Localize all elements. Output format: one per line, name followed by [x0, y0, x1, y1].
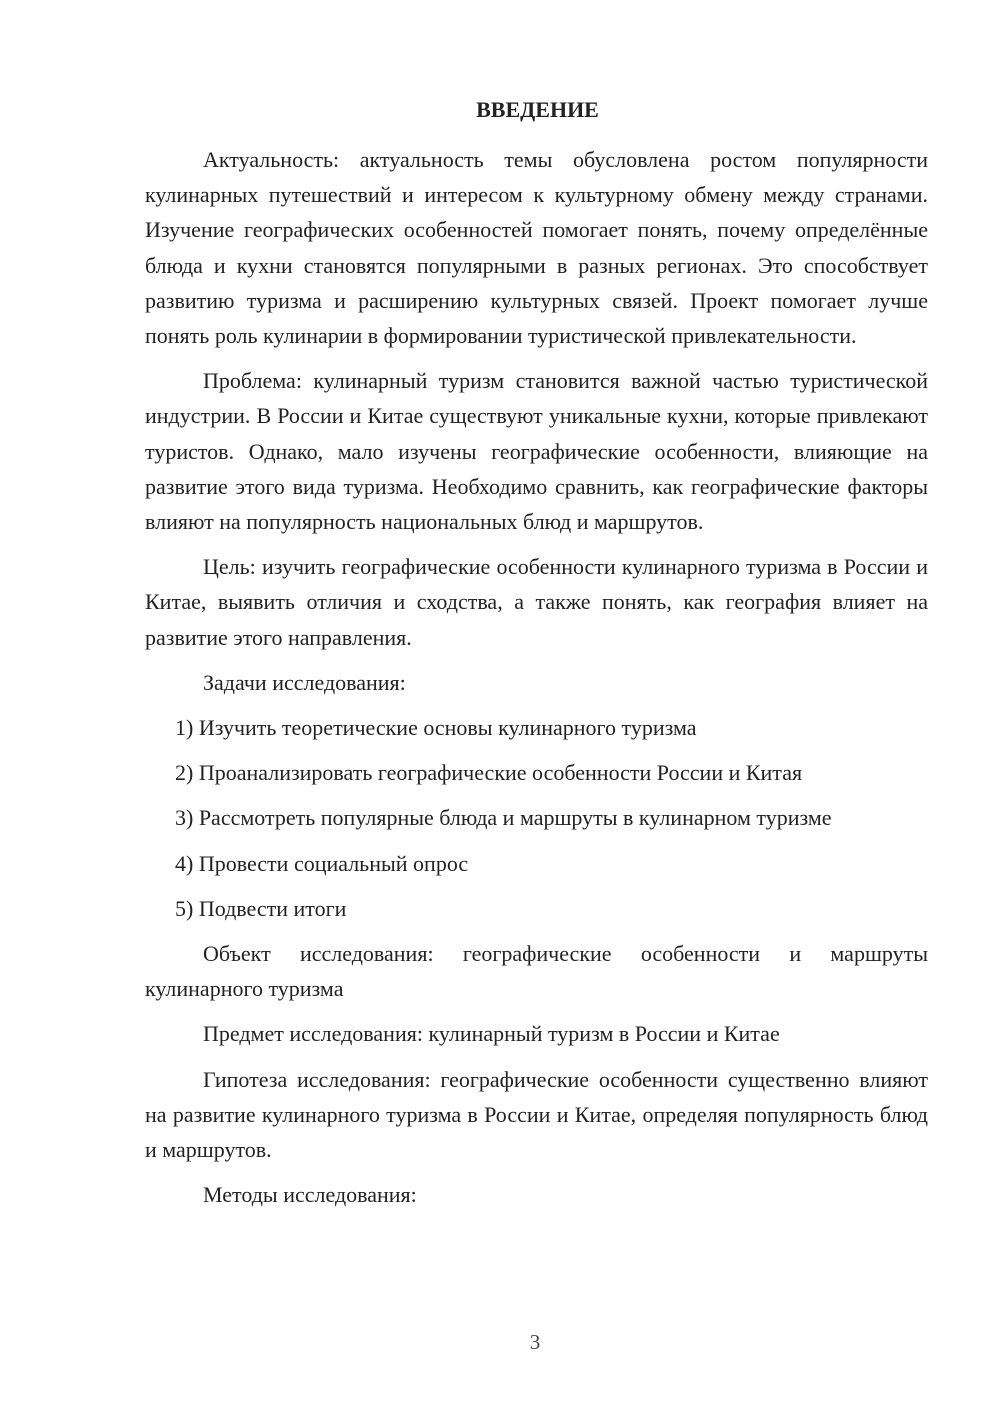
paragraph-methods: Методы исследования:: [203, 1182, 417, 1208]
paragraph-relevance: Актуальность: актуальность темы обусловлена ростом популярности кулинарных путешествий и интересом к культурному обмену между странами. Изучение географических особенностей помогает понять, почему определённые блюда и кухни становятся популярными в разных регионах. Это способствует развитию туризма и расширению культурных связей. Проект помогает лучше понять роль кулинарии в формировании туристической привлекательности.: [145, 147, 928, 349]
list-item: 1) Изучить теоретические основы кулинарного туризма: [175, 715, 697, 741]
section-heading: ВВЕДЕНИЕ: [476, 97, 599, 122]
paragraph-goal: Цель: изучить географические особенности кулинарного туризма в России и Китае, выявить отличия и сходства, а также понять, как география влияет на развитие этого направления.: [145, 554, 928, 650]
paragraph-hypothesis: Гипотеза исследования: географические особенности существенно влияют на развитие кулинарного туризма в России и Китае, определяя популярность блюд и маршрутов.: [145, 1066, 928, 1163]
tasks-list: [145, 710, 928, 926]
list-item: 4) Провести социальный опрос: [175, 850, 469, 876]
tasks-intro: Задачи исследования:: [203, 669, 406, 695]
paragraph-subject: Предмет исследования: кулинарный туризм в России и Китае: [203, 1021, 780, 1047]
paragraph-problem: Проблема: кулинарный туризм становится важной частью туристической индустрии. В России и Китае существуют уникальные кухни, которые привлекают туристов. Однако, мало изучены географические особенности, влияющие на развитие этого вида туризма. Необходимо сравнить, как географические факторы влияют на популярность национальных блюд и маршрутов.: [145, 368, 928, 535]
page-number: 3: [529, 1330, 541, 1354]
list-item: 2) Проанализировать географические особенности России и Китая: [175, 760, 803, 786]
page-content: [145, 92, 928, 1212]
list-item: 5) Подвести итоги: [175, 895, 347, 921]
list-item: 3) Рассмотреть популярные блюда и маршруты в кулинарном туризме: [175, 805, 832, 831]
paragraph-object: Объект исследования: географические особенности и маршруты кулинарного туризма: [145, 941, 928, 1002]
